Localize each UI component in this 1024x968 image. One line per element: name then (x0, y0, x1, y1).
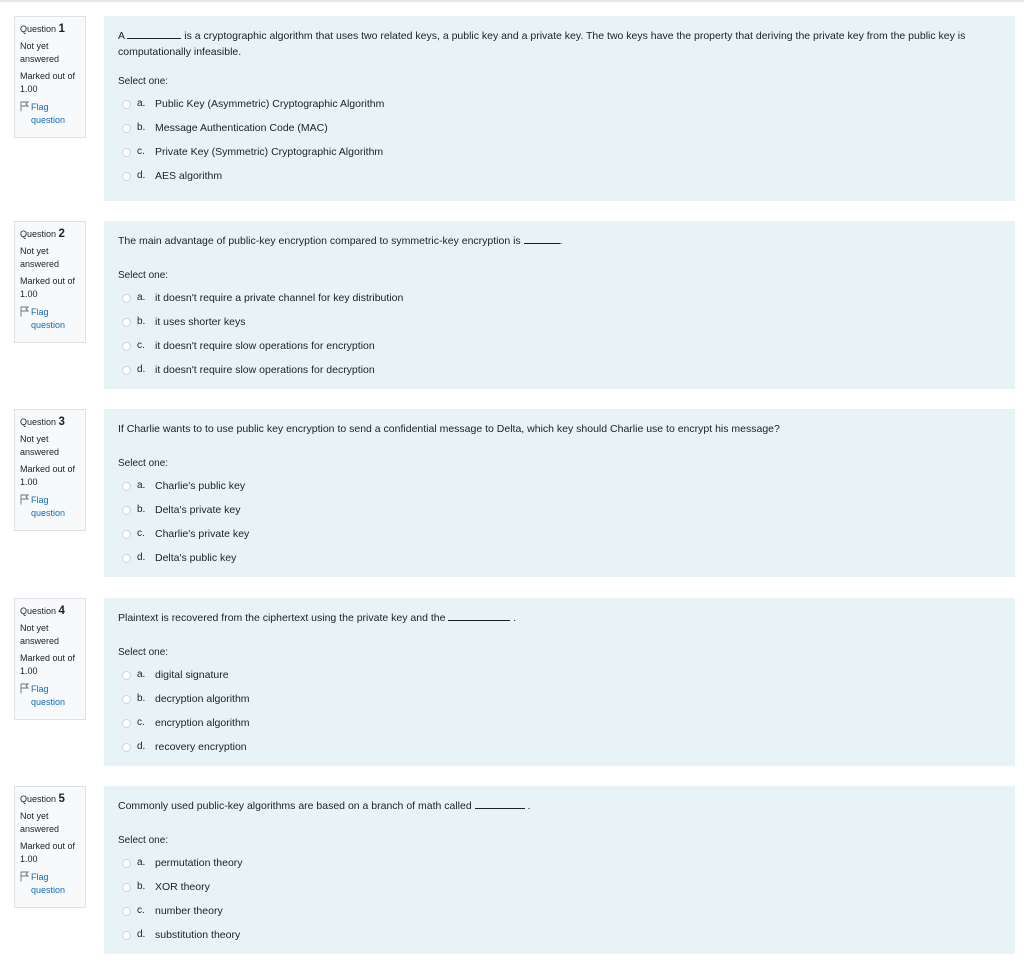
answer-option-a[interactable]: a. Public Key (Asymmetric) Cryptographic Algorithm (118, 92, 1001, 116)
flag-question-button[interactable]: Flag question (20, 101, 85, 127)
top-divider (0, 0, 1024, 2)
question-text: If Charlie wants to to use public key encryption to send a confidential message to Delta, which key should Charlie use to encrypt his message? (118, 423, 780, 435)
answer-option-d[interactable]: d. it doesn't require slow operations for decryption (118, 358, 1001, 382)
radio-button[interactable] (122, 342, 131, 351)
radio-button[interactable] (122, 719, 131, 728)
question-info (14, 221, 86, 343)
answer-option-d[interactable]: d. recovery encryption (118, 735, 1001, 759)
answer-option-b[interactable]: b. it uses shorter keys (118, 310, 1001, 334)
answer-blank (448, 611, 510, 621)
question-info (14, 786, 86, 908)
radio-button[interactable] (122, 366, 131, 375)
flag-icon (20, 494, 29, 505)
answer-option-c[interactable]: c. number theory (118, 899, 1001, 923)
radio-button[interactable] (122, 148, 131, 157)
flag-icon (20, 683, 29, 694)
question-grade: Marked out of 1.00 (20, 653, 76, 676)
answer-option-c[interactable]: c. Charlie's private key (118, 522, 1001, 546)
answer-option-d[interactable]: d. AES algorithm (118, 164, 1001, 188)
radio-button[interactable] (122, 506, 131, 515)
answer-option-b[interactable]: b. Message Authentication Code (MAC) (118, 116, 1001, 140)
radio-button[interactable] (122, 554, 131, 563)
question-number: Question 3 (20, 416, 65, 428)
question-state: Not yet answered (20, 246, 60, 269)
answer-option-b[interactable]: b. XOR theory (118, 875, 1001, 899)
radio-button[interactable] (122, 931, 131, 940)
answer-option-c[interactable]: c. it doesn't require slow operations for encryption (118, 334, 1001, 358)
answer-options (118, 286, 1001, 382)
question-content (104, 16, 1015, 201)
flag-question-button[interactable]: Flag question (20, 871, 85, 897)
flag-question-button[interactable]: Flag question (20, 494, 85, 520)
radio-button[interactable] (122, 695, 131, 704)
radio-button[interactable] (122, 671, 131, 680)
select-one-prompt: Select one: (118, 458, 169, 469)
question-number: Question 4 (20, 605, 65, 617)
radio-button[interactable] (122, 294, 131, 303)
answer-option-a[interactable]: a. it doesn't require a private channel for key distribution (118, 286, 1001, 310)
question-info (14, 598, 86, 720)
question-content (104, 786, 1015, 954)
answer-options (118, 474, 1001, 570)
question-grade: Marked out of 1.00 (20, 464, 76, 487)
question-text: Plaintext is recovered from the ciphertext using the private key and the . (118, 612, 517, 624)
question-grade: Marked out of 1.00 (20, 71, 76, 94)
answer-option-c[interactable]: c. Private Key (Symmetric) Cryptographic Algorithm (118, 140, 1001, 164)
question-number: Question 2 (20, 228, 65, 240)
flag-question-button[interactable]: Flag question (20, 683, 85, 709)
answer-options (118, 92, 1001, 188)
question-text: The main advantage of public-key encryption compared to symmetric-key encryption is . (118, 235, 563, 247)
flag-question-button[interactable]: Flag question (20, 306, 85, 332)
select-one-prompt: Select one: (118, 647, 169, 658)
answer-option-c[interactable]: c. encryption algorithm (118, 711, 1001, 735)
question-content (104, 221, 1015, 389)
answer-option-a[interactable]: a. permutation theory (118, 851, 1001, 875)
select-one-prompt: Select one: (118, 76, 169, 87)
answer-option-a[interactable]: a. digital signature (118, 663, 1001, 687)
radio-button[interactable] (122, 172, 131, 181)
radio-button[interactable] (122, 482, 131, 491)
answer-option-b[interactable]: b. decryption algorithm (118, 687, 1001, 711)
question-content (104, 598, 1015, 766)
question-content (104, 409, 1015, 577)
question-info (14, 409, 86, 531)
radio-button[interactable] (122, 883, 131, 892)
question-state: Not yet answered (20, 41, 60, 64)
question-number: Question 5 (20, 793, 65, 805)
answer-option-b[interactable]: b. Delta's private key (118, 498, 1001, 522)
answer-blank (475, 799, 525, 809)
answer-blank (524, 234, 560, 244)
question-grade: Marked out of 1.00 (20, 841, 76, 864)
answer-option-d[interactable]: d. substitution theory (118, 923, 1001, 947)
radio-button[interactable] (122, 318, 131, 327)
radio-button[interactable] (122, 743, 131, 752)
question-number: Question 1 (20, 23, 65, 35)
flag-icon (20, 101, 29, 112)
flag-icon (20, 306, 29, 317)
answer-blank (127, 29, 181, 39)
radio-button[interactable] (122, 907, 131, 916)
question-state: Not yet answered (20, 623, 60, 646)
question-state: Not yet answered (20, 811, 60, 834)
question-info (14, 16, 86, 138)
radio-button[interactable] (122, 124, 131, 133)
answer-option-a[interactable]: a. Charlie's public key (118, 474, 1001, 498)
question-state: Not yet answered (20, 434, 60, 457)
answer-option-d[interactable]: d. Delta's public key (118, 546, 1001, 570)
question-grade: Marked out of 1.00 (20, 276, 76, 299)
select-one-prompt: Select one: (118, 270, 169, 281)
radio-button[interactable] (122, 100, 131, 109)
select-one-prompt: Select one: (118, 835, 169, 846)
question-text: Commonly used public-key algorithms are based on a branch of math called . (118, 800, 531, 812)
question-text: A is a cryptographic algorithm that uses two related keys, a public key and a private key. The two keys have the property that deriving the private key from the public key is computationally infeasible. (118, 30, 966, 58)
radio-button[interactable] (122, 530, 131, 539)
answer-options (118, 663, 1001, 759)
flag-icon (20, 871, 29, 882)
radio-button[interactable] (122, 859, 131, 868)
answer-options (118, 851, 1001, 947)
